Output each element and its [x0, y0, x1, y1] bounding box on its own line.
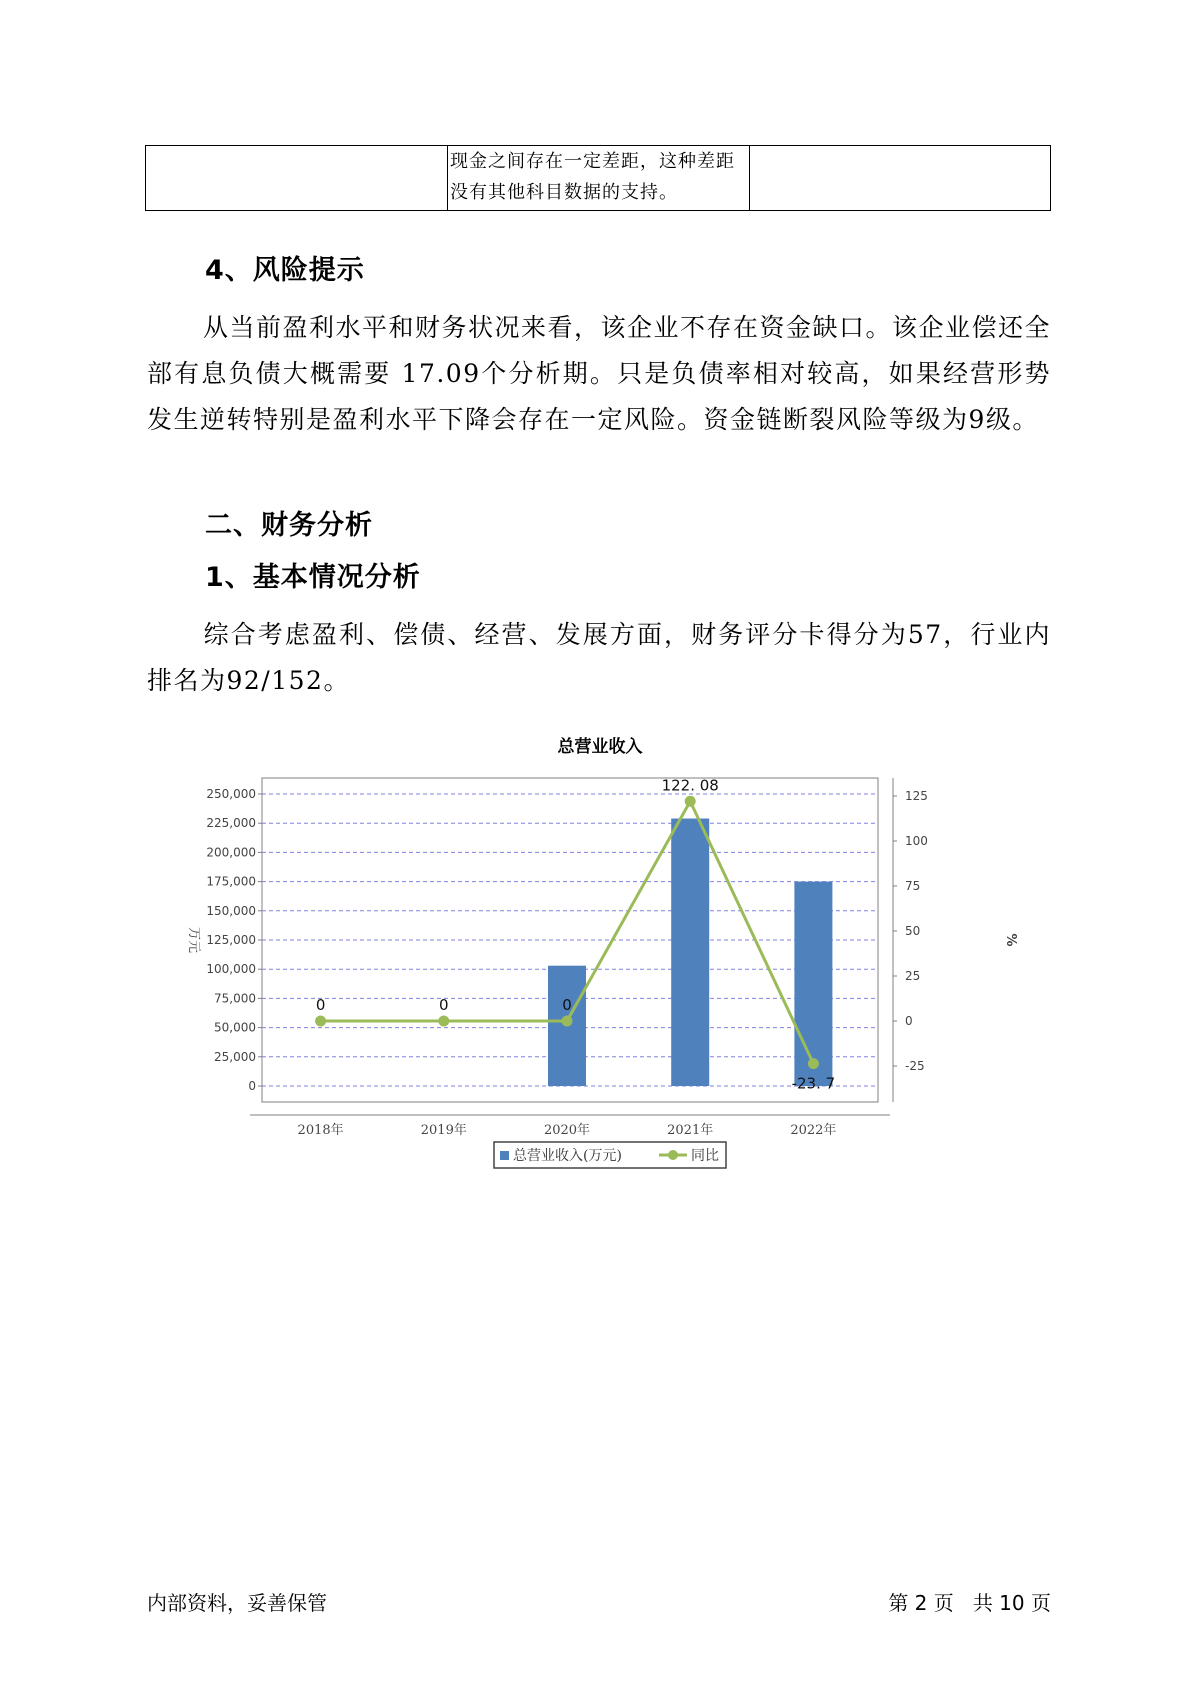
table-cell-2 — [448, 146, 750, 211]
y-tick-label: 50,000 — [214, 1020, 256, 1035]
footer-confidential: 内部资料，妥善保管 — [147, 1591, 327, 1615]
x-tick-label: 2019年 — [420, 1123, 467, 1138]
yoy-point — [808, 1058, 819, 1069]
data-label: 0 — [562, 996, 572, 1014]
legend-bar-swatch — [500, 1151, 509, 1160]
x-tick-label: 2021年 — [667, 1123, 714, 1138]
section-heading-risk: 4、风险提示 — [205, 255, 365, 286]
x-tick-label: 2018年 — [297, 1123, 344, 1138]
legend-bar-label: 总营业收入(万元) — [513, 1148, 622, 1164]
x-tick-label: 2020年 — [543, 1123, 591, 1138]
risk-paragraph — [147, 305, 1051, 443]
data-label: -23. 7 — [791, 1074, 836, 1093]
y-tick-label: 250,000 — [206, 787, 256, 801]
y2-tick-label: 0 — [905, 1014, 913, 1028]
y-tick-label: 25,000 — [214, 1049, 256, 1064]
data-label: 0 — [439, 996, 449, 1014]
table-cell-line-2: 没有其他科目数据的支持。 — [450, 182, 678, 203]
y-tick-label: 75,000 — [214, 991, 256, 1006]
revenue-chart-svg — [150, 725, 1050, 1185]
yoy-point — [315, 1016, 326, 1027]
basic-paragraph — [147, 612, 1051, 704]
section-heading-finance: 二、财务分析 — [205, 510, 373, 541]
legend-line-marker — [668, 1150, 678, 1160]
basic-paragraph-text: 综合考虑盈利、偿债、经营、发展方面，财务评分卡得分为57，行业内排名为92/152。 — [147, 620, 1051, 695]
y2-tick-label: 125 — [905, 789, 928, 803]
y-axis-label: 万元 — [186, 926, 201, 954]
analysis-table — [145, 145, 1051, 211]
y-tick-label: 200,000 — [206, 845, 256, 860]
y-tick-label: 150,000 — [206, 903, 256, 918]
revenue-chart — [150, 725, 1050, 1185]
y2-tick-label: 75 — [905, 879, 921, 893]
y2-tick-label: 100 — [905, 834, 928, 848]
footer-page-number: 第 2 页 共 10 页 — [888, 1591, 1051, 1615]
y2-tick-label: 50 — [905, 924, 921, 938]
legend-line-label: 同比 — [691, 1148, 719, 1164]
data-label: 0 — [315, 996, 326, 1014]
table-row — [146, 146, 1051, 211]
y-tick-label: 225,000 — [206, 816, 256, 831]
y-tick-label: 0 — [248, 1079, 256, 1093]
yoy-point — [685, 796, 696, 807]
y2-tick-label: -25 — [905, 1059, 925, 1073]
y-tick-label: 100,000 — [206, 962, 256, 977]
x-tick-label: 2022年 — [790, 1123, 837, 1138]
y-tick-label: 175,000 — [206, 874, 256, 889]
sub-heading-basic: 1、基本情况分析 — [205, 562, 421, 593]
chart-title: 总营业收入 — [557, 737, 643, 757]
yoy-point — [438, 1016, 449, 1027]
y2-tick-label: 25 — [905, 969, 921, 983]
yoy-point — [562, 1016, 573, 1027]
bar — [671, 819, 709, 1086]
y2-axis-label: % — [1003, 933, 1018, 947]
data-label: 122. 08 — [661, 776, 719, 795]
table-cell-1 — [146, 146, 448, 211]
risk-paragraph-text: 从当前盈利水平和财务状况来看，该企业不存在资金缺口。该企业偿还全部有息负债大概需要 17.09个分析期。只是负债率相对较高，如果经营形势发生逆转特别是盈利水平下降会存在一定风险。资金链断裂风险等级为9级。 — [147, 313, 1052, 434]
y-tick-label: 125,000 — [206, 933, 256, 947]
table-cell-3 — [750, 146, 1051, 211]
table-cell-line-1: 现金之间存在一定差距，这种差距 — [450, 151, 735, 172]
bar — [794, 882, 832, 1086]
